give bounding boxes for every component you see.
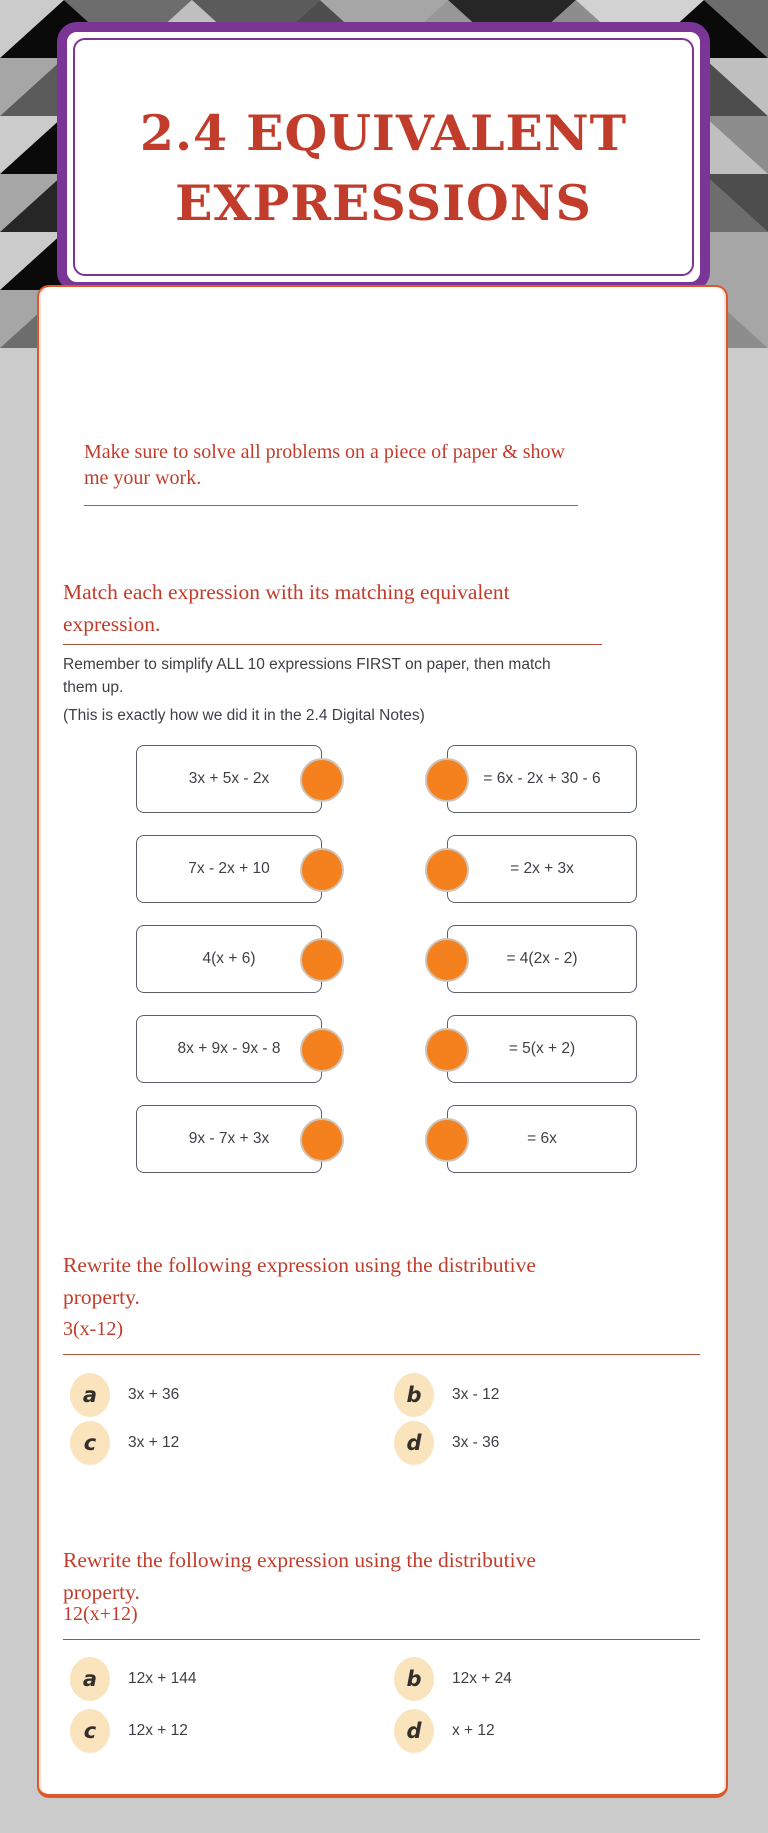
option-text: 12x + 12 (128, 1722, 188, 1739)
match-left-box-1 (136, 745, 322, 813)
question1-heading: Rewrite the following expression using the distributive property. (63, 1253, 536, 1309)
match-connector-dot[interactable] (425, 938, 469, 982)
option-badge-c[interactable]: c (70, 1421, 110, 1465)
instructions-quote: Make sure to solve all problems on a piece of paper & show me your work. (84, 439, 578, 506)
match-note-line1: Remember to simplify ALL 10 expressions FIRST on paper, then match them up. (63, 656, 551, 696)
match-right-text-4: = 5(x + 2) (508, 1040, 576, 1057)
match-left-box-2 (136, 835, 322, 903)
match-right-box-5 (447, 1105, 637, 1173)
title-card-inner-frame (73, 38, 694, 276)
option-text: 3x - 36 (452, 1434, 500, 1451)
option-text: 12x + 24 (452, 1670, 512, 1687)
question1-option-b[interactable] (394, 1373, 499, 1417)
match-right-box-4 (447, 1015, 637, 1083)
match-right-text-1: = 6x - 2x + 30 - 6 (483, 770, 601, 787)
match-connector-dot[interactable] (425, 848, 469, 892)
question1-divider (63, 1354, 700, 1355)
worksheet-title: 2.4 EQUIVALENT EXPRESSIONS (139, 104, 628, 232)
match-connector-dot[interactable] (425, 1028, 469, 1072)
title-card (57, 22, 710, 292)
worksheet-card (37, 285, 728, 1798)
question2-option-c[interactable] (70, 1709, 188, 1753)
match-note-line2: (This is exactly how we did it in the 2.4 Digital Notes) (63, 707, 425, 724)
match-section-heading: Match each expression with its matching equivalent expression. (63, 580, 510, 636)
match-left-box-3 (136, 925, 322, 993)
match-left-text-1: 3x + 5x - 2x (188, 770, 270, 787)
match-connector-dot[interactable] (300, 848, 344, 892)
question2-option-d[interactable] (394, 1709, 495, 1753)
option-badge-b[interactable]: b (394, 1657, 434, 1701)
option-badge-a[interactable]: a (70, 1657, 110, 1701)
match-left-box-4 (136, 1015, 322, 1083)
option-badge-c[interactable]: c (70, 1709, 110, 1753)
match-section-divider (63, 644, 602, 645)
match-connector-dot[interactable] (300, 758, 344, 802)
option-text: 3x - 12 (452, 1386, 500, 1403)
option-text: 3x + 12 (128, 1434, 180, 1451)
match-left-box-5 (136, 1105, 322, 1173)
match-left-text-2: 7x - 2x + 10 (188, 860, 270, 877)
question1-option-a[interactable] (70, 1373, 179, 1417)
match-right-text-3: = 4(2x - 2) (506, 950, 578, 967)
match-right-box-1 (447, 745, 637, 813)
question2-divider (63, 1639, 700, 1640)
match-right-text-5: = 6x (527, 1130, 557, 1147)
option-text: 3x + 36 (128, 1386, 180, 1403)
match-left-text-5: 9x - 7x + 3x (188, 1130, 270, 1147)
option-badge-a[interactable]: a (70, 1373, 110, 1417)
match-connector-dot[interactable] (300, 938, 344, 982)
question1-expression: 3(x-12) (63, 1318, 123, 1340)
question2-option-a[interactable] (70, 1657, 197, 1701)
question2-heading: Rewrite the following expression using the distributive property. (63, 1548, 536, 1604)
option-badge-d[interactable]: d (394, 1709, 434, 1753)
question2-expression: 12(x+12) (63, 1603, 138, 1625)
question1-option-d[interactable] (394, 1421, 499, 1465)
match-right-box-3 (447, 925, 637, 993)
match-connector-dot[interactable] (425, 1118, 469, 1162)
match-connector-dot[interactable] (300, 1028, 344, 1072)
question2-option-b[interactable] (394, 1657, 512, 1701)
match-right-text-2: = 2x + 3x (510, 860, 574, 877)
match-left-text-4: 8x + 9x - 9x - 8 (177, 1040, 281, 1057)
option-text: 12x + 144 (128, 1670, 197, 1687)
match-section-note (63, 653, 583, 732)
match-left-text-3: 4(x + 6) (202, 950, 256, 967)
question1-option-c[interactable] (70, 1421, 179, 1465)
option-badge-d[interactable]: d (394, 1421, 434, 1465)
option-badge-b[interactable]: b (394, 1373, 434, 1417)
match-connector-dot[interactable] (300, 1118, 344, 1162)
option-text: x + 12 (452, 1722, 495, 1739)
match-right-box-2 (447, 835, 637, 903)
match-connector-dot[interactable] (425, 758, 469, 802)
